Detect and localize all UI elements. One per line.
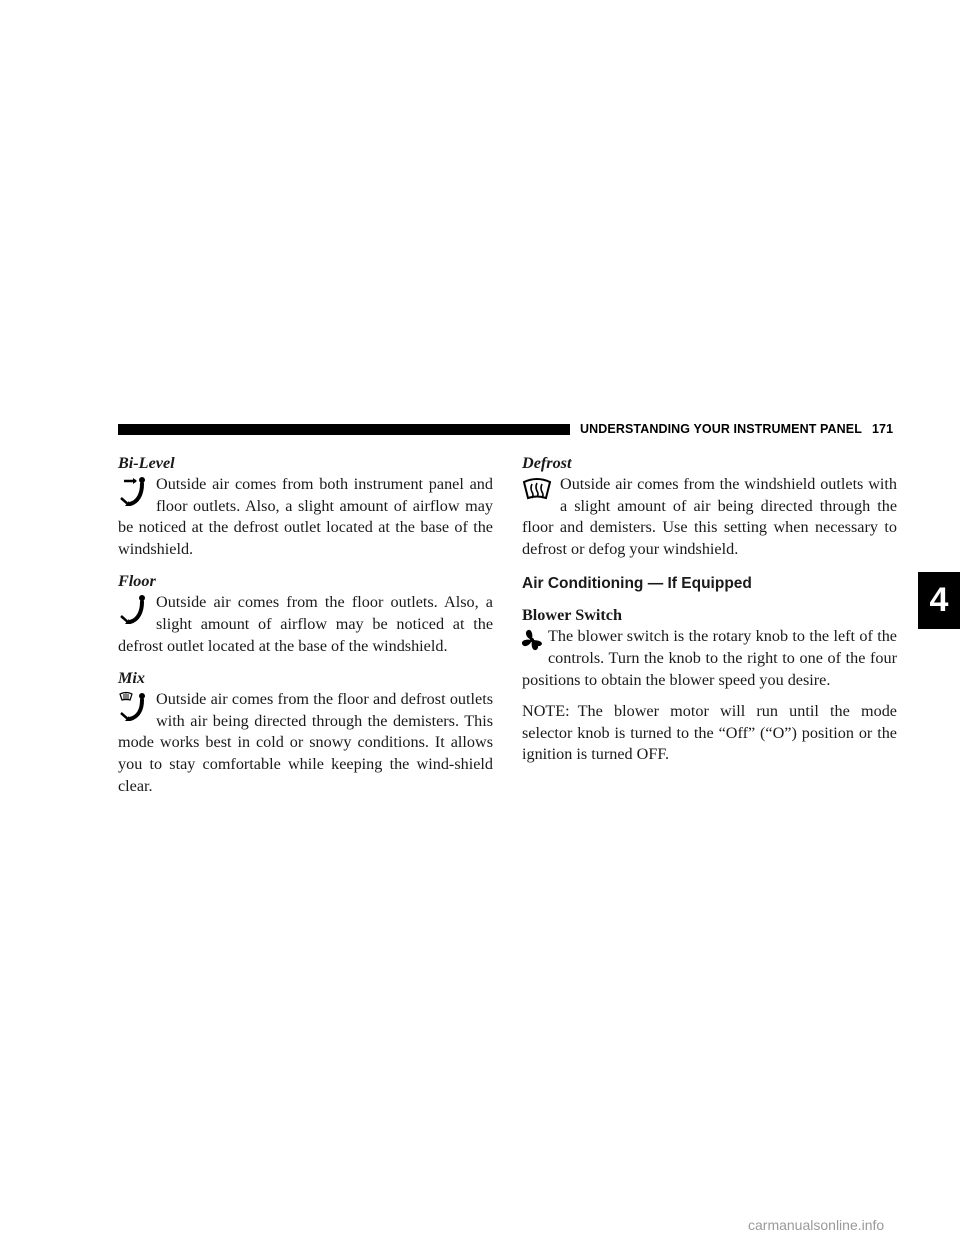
page-number: 171 (871, 422, 894, 436)
chapter-tab: 4 (918, 572, 960, 629)
note-label: NOTE: (522, 702, 570, 721)
ac-heading: Air Conditioning — If Equipped (522, 575, 752, 593)
blower-section (522, 604, 897, 691)
defrost-mode-icon (522, 476, 552, 512)
floor-title: Floor (118, 572, 156, 591)
bilevel-mode-icon (118, 476, 148, 512)
section-title: UNDERSTANDING YOUR INSTRUMENT PANEL (580, 422, 862, 436)
note-text: The blower motor will run until the mode selector knob is turned to the “Off” (“O”) position or the ignition is turned OFF. (522, 702, 897, 764)
floor-text: Outside air comes from the floor outlets. Also, a slight amount of airflow may be noticed at the defrost outlet located at the base of the windshield. (118, 593, 493, 655)
defrost-section (522, 452, 897, 560)
floor-mode-icon (118, 594, 148, 630)
bilevel-text: Outside air comes from both instrument panel and floor outlets. Also, a slight amount of airflow may be noticed at the defrost outlet located at the base of the windshield. (118, 475, 493, 558)
header-rule (118, 424, 570, 435)
fan-icon (522, 628, 542, 664)
defrost-title: Defrost (522, 454, 572, 472)
floor-section (118, 570, 493, 657)
bilevel-title: Bi-Level (118, 454, 175, 472)
running-header (580, 422, 893, 436)
blower-text: The blower switch is the rotary knob to the left of the controls. Turn the knob to the right to one of the four positions to obtain the blower speed you desire. (522, 627, 897, 689)
defrost-text: Outside air comes from the windshield outlets with a slight amount of air being directed through the floor and demisters. Use this setting when necessary to defrost or defog your windshield. (522, 475, 897, 558)
mix-section (118, 667, 493, 797)
mix-mode-icon (118, 691, 148, 727)
right-column (522, 452, 897, 776)
watermark: carmanualsonline.info (748, 1217, 885, 1233)
bilevel-section (118, 452, 493, 560)
blower-title: Blower Switch (522, 606, 622, 625)
mix-text: Outside air comes from the floor and defrost outlets with air being directed through the demisters. This mode works best in cold or snowy conditions. It allows you to stay comfortable while keeping the wind-shield clear. (118, 690, 493, 795)
left-column (118, 452, 493, 807)
note-paragraph (522, 701, 897, 766)
mix-title: Mix (118, 669, 145, 688)
